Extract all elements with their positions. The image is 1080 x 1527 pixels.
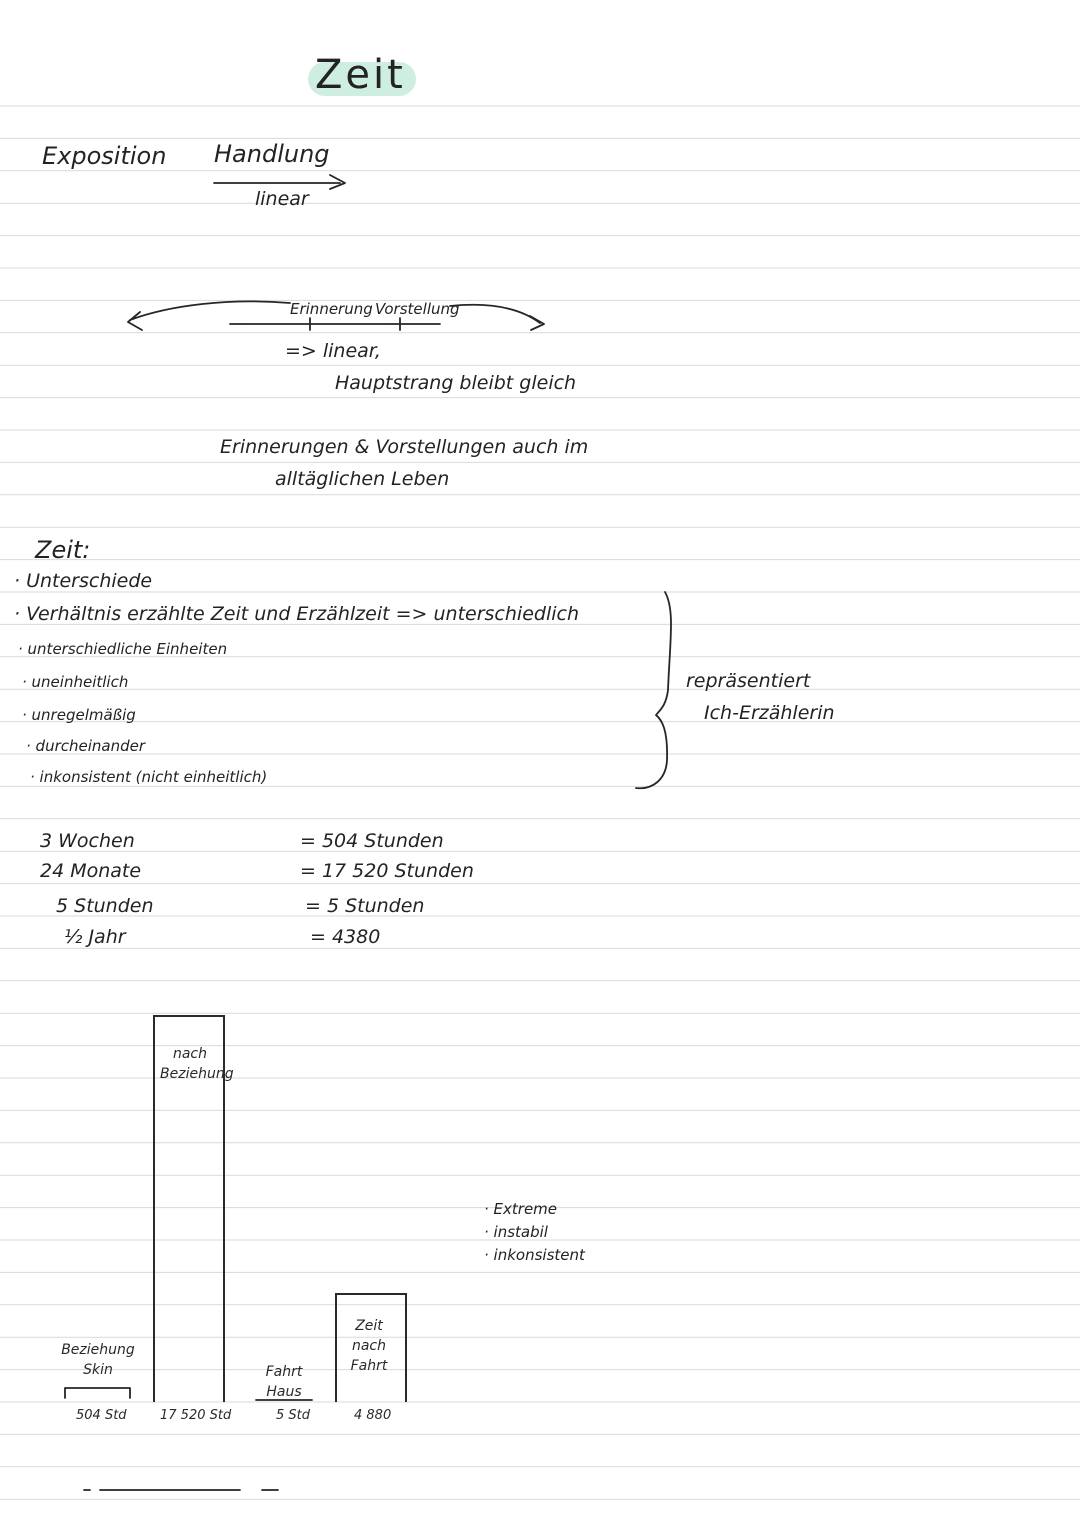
brace-note-2: Ich-Erzählerin (704, 702, 835, 724)
conversion-right: = 4380 (310, 926, 381, 948)
page-title: Zeit (315, 52, 406, 98)
conversion-right: = 5 Stunden (305, 895, 425, 917)
brace-note-1: repräsentiert (686, 670, 811, 692)
side-note: · instabil (484, 1223, 548, 1241)
side-note: · Extreme (484, 1200, 558, 1218)
list-item: · unterschiedliche Einheiten (18, 640, 228, 658)
chart-category-label: nach Beziehung (160, 1046, 234, 1082)
chart-value-label: 504 Std (76, 1408, 127, 1423)
conversion-right: = 17 520 Stunden (300, 860, 474, 882)
list-item: · inkonsistent (nicht einheitlich) (30, 768, 268, 786)
list-item: · unregelmäßig (22, 706, 136, 724)
list-item: · durcheinander (26, 737, 146, 755)
alltag-note: alltäglichen Leben (275, 468, 450, 490)
linear-label: linear (255, 188, 309, 210)
erinnerungen-note: Erinnerungen & Vorstellungen auch im (220, 436, 589, 458)
conversion-right: = 504 Stunden (300, 830, 444, 852)
chart-value-label: 5 Std (276, 1408, 311, 1423)
chart-value-label: 17 520 Std (160, 1408, 232, 1423)
vorstellung-label: Vorstellung (375, 300, 460, 318)
chart-category-label: Beziehung Skin (61, 1342, 135, 1378)
linear-result: => linear, (285, 340, 381, 362)
conversion-left: ½ Jahr (64, 926, 126, 948)
side-note: · inkonsistent (484, 1246, 585, 1264)
list-item: · Unterschiede (14, 570, 153, 592)
hauptstrang-note: Hauptstrang bleibt gleich (335, 372, 577, 394)
conversion-left: 5 Stunden (56, 895, 154, 917)
erinnerung-label: Erinnerung (290, 300, 373, 318)
handlung-label: Handlung (214, 140, 330, 168)
list-item: · uneinheitlich (22, 673, 129, 691)
conversion-left: 24 Monate (40, 860, 142, 882)
list-item: · Verhältnis erzählte Zeit und Erzählzeit => unterschiedlich (14, 603, 579, 625)
zeit-heading: Zeit: (35, 536, 91, 564)
chart-value-label: 4 880 (354, 1408, 392, 1423)
chart-category-label: Fahrt Haus (265, 1364, 303, 1400)
exposition-label: Exposition (42, 142, 167, 170)
conversion-left: 3 Wochen (40, 830, 135, 852)
chart-category-label: Zeit nach Fahrt (350, 1318, 388, 1374)
